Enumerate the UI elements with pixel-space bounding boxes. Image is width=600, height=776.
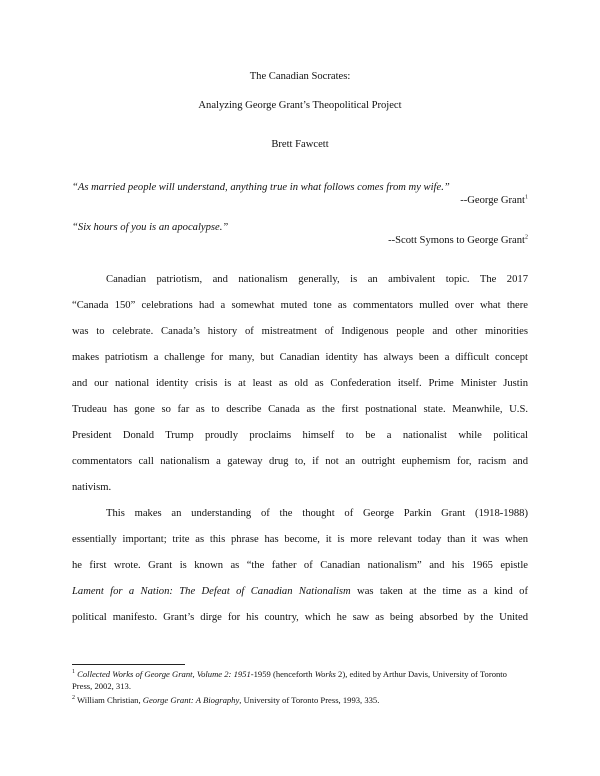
paragraph-1-line: nativism.	[72, 482, 112, 493]
footnote-2-author: William Christian,	[77, 695, 143, 705]
footnote-1-title: Collected Works of George Grant, Volume 2: 1951	[77, 669, 251, 679]
paragraph-1-line: President Donald Trump proudly proclaims himself to be a nationalist while political	[72, 430, 528, 441]
paragraph-1-line: Canadian patriotism, and nationalism generally, is an ambivalent topic. The 2017	[106, 274, 528, 285]
footnote-1	[72, 668, 528, 692]
footnote-divider	[72, 664, 185, 665]
epigraph-1-attribution	[72, 195, 528, 206]
author-name: Brett Fawcett	[271, 139, 329, 150]
paragraph-1-line: and our national identity crisis is at least as old as Confederation itself. Prime Minister Justin	[72, 378, 528, 389]
title-line-2: Analyzing George Grant’s Theopolitical Project	[198, 100, 402, 111]
paragraph-2-line	[72, 586, 528, 597]
paragraph-1-line: Trudeau has gone so far as to describe Canada as the first postnational state. Meanwhile, U.S.	[72, 404, 528, 415]
footnote-2-number: 2	[72, 695, 75, 702]
footnote-1-works: Works	[314, 669, 336, 679]
paragraph-2-line: political manifesto. Grant’s dirge for his country, which he saw as being absorbed by the United	[72, 612, 528, 623]
book-title-lament: Lament for a Nation: The Defeat of Canadian Nationalism	[72, 586, 351, 597]
epigraph-1-quote: “As married people will understand, anything true in what follows comes from my wife.”	[72, 182, 450, 193]
footnote-2	[72, 694, 528, 706]
paragraph-1-line: commentators call nationalism a gateway drug to, if not an outright euphemism for, racism and	[72, 456, 528, 467]
epigraph-2-attribution	[72, 235, 528, 246]
epigraph-2-author: --Scott Symons to George Grant	[388, 235, 525, 246]
paragraph-1-line: “Canada 150” celebrations had a somewhat muted tone as commentators mulled over what there	[72, 300, 528, 311]
footnote-2-title: George Grant: A Biography	[142, 695, 240, 705]
footnote-ref-2[interactable]: 2	[525, 234, 528, 241]
paragraph-2-line: he first wrote. Grant is known as “the father of Canadian nationalism” and his 1965 epistle	[72, 560, 528, 571]
paragraph-1-line: makes patriotism a challenge for many, but Canadian identity has always been a difficult concept	[72, 352, 528, 363]
footnote-1-text: -1959 (henceforth	[250, 669, 315, 679]
paragraph-2-line: This makes an understanding of the thought of George Parkin Grant (1918-1988)	[106, 508, 528, 519]
footnote-ref-1[interactable]: 1	[525, 194, 528, 201]
footnote-1-text-end: 2), edited by Arthur Davis, University of Toronto Press, 2002, 313.	[72, 669, 507, 691]
paragraph-2-text: was taken at the time as a kind of	[350, 586, 528, 597]
footnote-2-text: , University of Toronto Press, 1993, 335.	[239, 695, 380, 705]
title-line-1: The Canadian Socrates:	[249, 71, 351, 82]
paragraph-1-line: was to celebrate. Canada’s history of mistreatment of Indigenous people and other minorities	[72, 326, 528, 337]
epigraph-2-quote: “Six hours of you is an apocalypse.”	[72, 222, 229, 233]
footnote-1-number: 1	[72, 669, 75, 676]
epigraph-1-author: --George Grant	[460, 195, 525, 206]
paragraph-2-line: essentially important; trite as this phrase has become, it is more relevant today than it was when	[72, 534, 528, 545]
